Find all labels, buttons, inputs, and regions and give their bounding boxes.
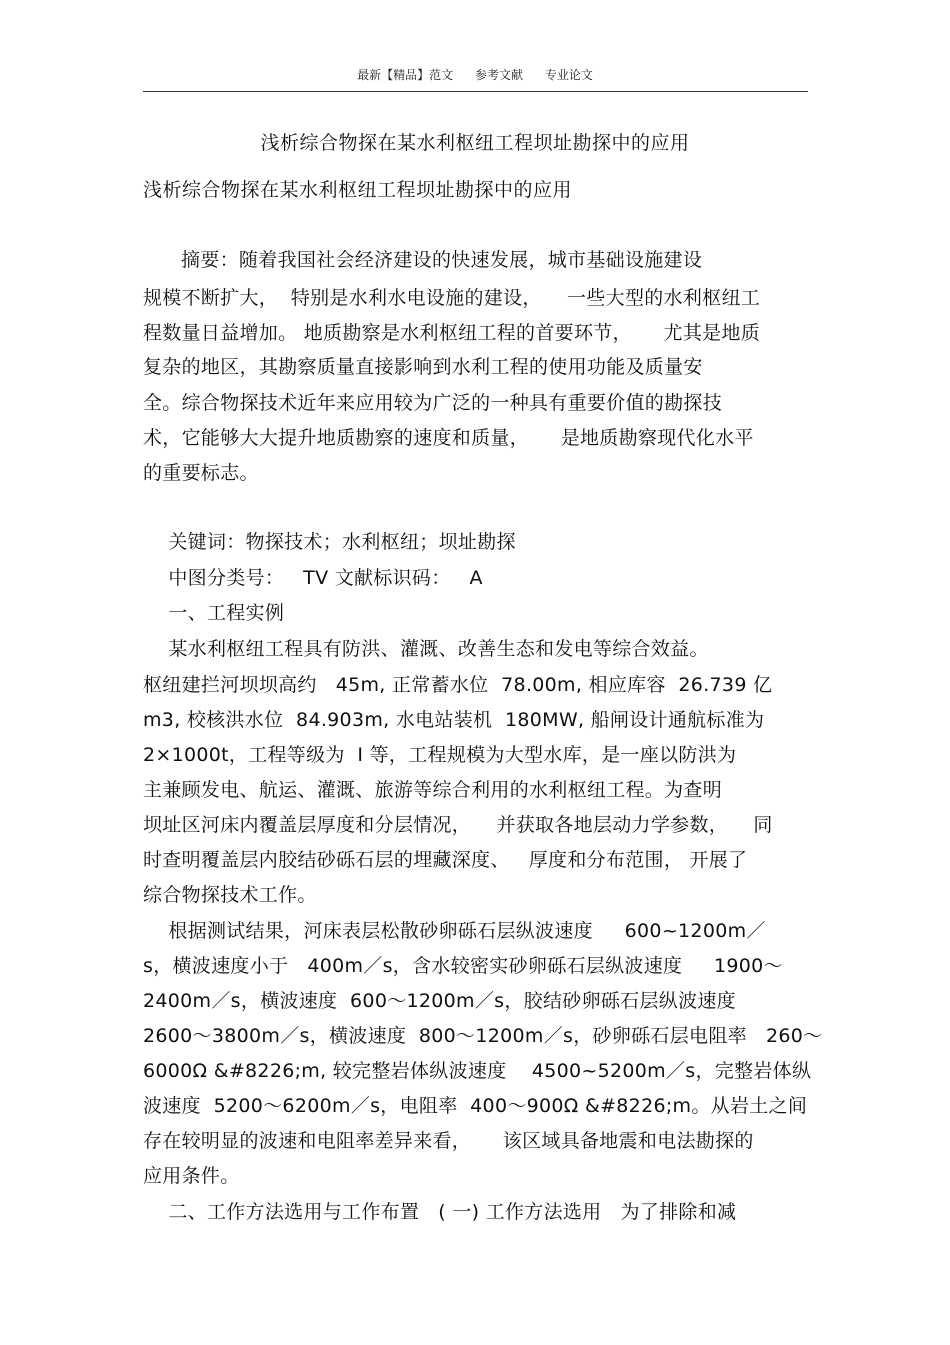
- body-line: 规模不断扩大， 特别是水利水电设施的建设， 一些大型的水利枢纽工: [143, 287, 761, 309]
- body-line: s，横波速度小于 400m／s，含水较密实砂卵砾石层纵波速度 1900～: [143, 955, 783, 977]
- header-item: 参考文献: [474, 68, 523, 82]
- body-line: 主兼顾发电、航运、灌溉、旅游等综合利用的水利枢纽工程。为查明: [143, 779, 723, 801]
- body-line: 根据测试结果，河床表层松散砂卵砾石层纵波速度 600~1200m／: [143, 920, 766, 942]
- body-line: 2400m／s，横波速度 600～1200m／s，胶结砂卵砾石层纵波速度: [143, 990, 736, 1012]
- header-divider: [143, 91, 808, 92]
- body-line: 的重要标志。: [143, 462, 259, 484]
- header-item: 最新【精品】范文: [357, 68, 454, 82]
- body-line: 波速度 5200～6200m／s，电阻率 400～900Ω &#8226;m。从岩土之间: [143, 1095, 808, 1117]
- page-header: [0, 66, 950, 83]
- body-line: 全。综合物探技术近年来应用较为广泛的一种具有重要价值的勘探技: [143, 392, 723, 414]
- body-line: 2600～3800m／s，横波速度 800～1200m／s，砂卵砾石层电阻率 260～: [143, 1025, 823, 1047]
- body-line: 程数量日益增加。 地质勘察是水利枢纽工程的首要环节， 尤其是地质: [143, 322, 761, 344]
- body-line: 术，它能够大大提升地质勘察的速度和质量， 是地质勘察现代化水平: [143, 427, 754, 449]
- body-line: 应用条件。: [143, 1165, 240, 1187]
- body-line: 6000Ω &#8226;m, 较完整岩体纵波速度 4500~5200m／s，完整岩体纵: [143, 1060, 812, 1082]
- body-line: 坝址区河床内覆盖层厚度和分层情况， 并获取各地层动力学参数， 同: [143, 814, 773, 836]
- section-heading: 一、工程实例: [143, 602, 285, 624]
- body-line: 存在较明显的波速和电阻率差异来看， 该区域具备地震和电法勘探的: [143, 1130, 754, 1152]
- body-line: 某水利枢纽工程具有防洪、灌溉、改善生态和发电等综合效益。: [143, 638, 709, 660]
- body-line: m3, 校核洪水位 84.903m, 水电站装机 180MW, 船闸设计通航标准为: [143, 709, 765, 731]
- document-title-repeat: 浅析综合物探在某水利枢纽工程坝址勘探中的应用: [143, 179, 573, 201]
- header-item: 专业论文: [544, 68, 593, 82]
- classification-line: 中图分类号： TV 文献标识码： A: [143, 567, 483, 589]
- body-line: 复杂的地区，其勘察质量直接影响到水利工程的使用功能及质量安: [143, 356, 703, 378]
- keywords-line: 关键词：物探技术；水利枢纽；坝址勘探: [143, 531, 516, 553]
- section-heading: 二、工作方法选用与工作布置 ( 一) 工作方法选用 为了排除和减: [143, 1201, 737, 1223]
- body-line: 2×1000t，工程等级为 Ⅰ 等，工程规模为大型水库，是一座以防洪为: [143, 744, 737, 766]
- body-line: 时查明覆盖层内胶结砂砾石层的埋藏深度、 厚度和分布范围， 开展了: [143, 849, 748, 871]
- body-line: 枢纽建拦河坝坝高约 45m, 正常蓄水位 78.00m, 相应库容 26.739 亿: [143, 674, 773, 696]
- document-title: 浅析综合物探在某水利枢纽工程坝址勘探中的应用: [260, 132, 690, 154]
- body-line: 摘要：随着我国社会经济建设的快速发展，城市基础设施建设: [143, 249, 703, 271]
- body-line: 综合物探技术工作。: [143, 884, 317, 906]
